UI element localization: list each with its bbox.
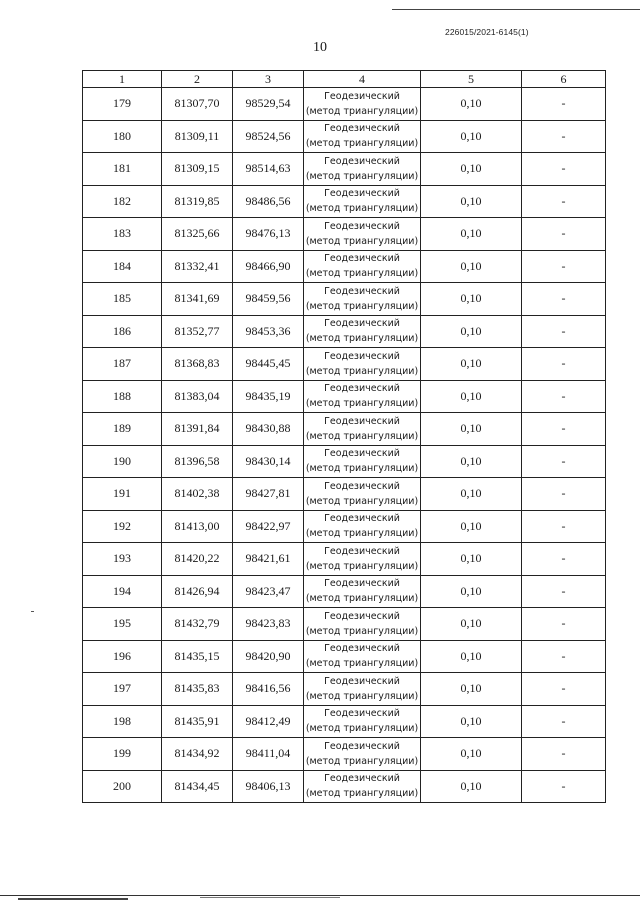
top-rule xyxy=(392,9,640,10)
method-line1: Геодезический xyxy=(324,90,400,102)
x-coordinate-cell: 81396,58 xyxy=(162,445,233,478)
table-row xyxy=(83,153,606,186)
accuracy-cell: 0,10 xyxy=(421,640,522,673)
table-row xyxy=(83,543,606,576)
y-coordinate-cell: 98486,56 xyxy=(233,185,304,218)
y-coordinate-cell: 98435,19 xyxy=(233,380,304,413)
method-line2: (метод триангуляции) xyxy=(305,203,419,215)
method-line2: (метод триангуляции) xyxy=(305,788,419,800)
accuracy-cell: 0,10 xyxy=(421,705,522,738)
method-cell xyxy=(304,673,421,706)
column6-cell: - xyxy=(522,88,606,121)
method-line2: (метод триангуляции) xyxy=(305,528,419,540)
point-number-cell: 186 xyxy=(83,315,162,348)
column6-cell: - xyxy=(522,673,606,706)
method-line1: Геодезический xyxy=(324,253,400,265)
column-header: 2 xyxy=(162,71,233,88)
y-coordinate-cell: 98524,56 xyxy=(233,120,304,153)
table-row xyxy=(83,380,606,413)
x-coordinate-cell: 81432,79 xyxy=(162,608,233,641)
method-line2: (метод триангуляции) xyxy=(305,300,419,312)
method-line2: (метод триангуляции) xyxy=(305,560,419,572)
point-number-cell: 190 xyxy=(83,445,162,478)
point-number-cell: 188 xyxy=(83,380,162,413)
method-line2: (метод триангуляции) xyxy=(305,333,419,345)
accuracy-cell: 0,10 xyxy=(421,770,522,803)
column-header: 6 xyxy=(522,71,606,88)
coordinates-table xyxy=(82,70,606,803)
x-coordinate-cell: 81402,38 xyxy=(162,478,233,511)
table-row xyxy=(83,478,606,511)
y-coordinate-cell: 98466,90 xyxy=(233,250,304,283)
method-cell xyxy=(304,185,421,218)
method-cell xyxy=(304,510,421,543)
y-coordinate-cell: 98427,81 xyxy=(233,478,304,511)
method-cell xyxy=(304,348,421,381)
method-line2: (метод триангуляции) xyxy=(305,463,419,475)
x-coordinate-cell: 81391,84 xyxy=(162,413,233,446)
y-coordinate-cell: 98412,49 xyxy=(233,705,304,738)
column-header: 3 xyxy=(233,71,304,88)
table-row xyxy=(83,608,606,641)
accuracy-cell: 0,10 xyxy=(421,608,522,641)
method-cell xyxy=(304,218,421,251)
table-row xyxy=(83,640,606,673)
x-coordinate-cell: 81309,15 xyxy=(162,153,233,186)
method-cell xyxy=(304,608,421,641)
column6-cell: - xyxy=(522,315,606,348)
method-line1: Геодезический xyxy=(324,773,400,785)
column6-cell: - xyxy=(522,250,606,283)
method-line1: Геодезический xyxy=(324,448,400,460)
y-coordinate-cell: 98430,14 xyxy=(233,445,304,478)
x-coordinate-cell: 81309,11 xyxy=(162,120,233,153)
x-coordinate-cell: 81435,15 xyxy=(162,640,233,673)
x-coordinate-cell: 81341,69 xyxy=(162,283,233,316)
method-cell xyxy=(304,88,421,121)
method-line1: Геодезический xyxy=(324,285,400,297)
method-line1: Геодезический xyxy=(324,350,400,362)
point-number-cell: 199 xyxy=(83,738,162,771)
method-cell xyxy=(304,445,421,478)
y-coordinate-cell: 98514,63 xyxy=(233,153,304,186)
accuracy-cell: 0,10 xyxy=(421,153,522,186)
point-number-cell: 179 xyxy=(83,88,162,121)
x-coordinate-cell: 81352,77 xyxy=(162,315,233,348)
point-number-cell: 180 xyxy=(83,120,162,153)
x-coordinate-cell: 81325,66 xyxy=(162,218,233,251)
point-number-cell: 189 xyxy=(83,413,162,446)
method-cell xyxy=(304,250,421,283)
accuracy-cell: 0,10 xyxy=(421,673,522,706)
accuracy-cell: 0,10 xyxy=(421,478,522,511)
accuracy-cell: 0,10 xyxy=(421,250,522,283)
x-coordinate-cell: 81383,04 xyxy=(162,380,233,413)
method-cell xyxy=(304,413,421,446)
footer-rule xyxy=(0,895,640,896)
point-number-cell: 182 xyxy=(83,185,162,218)
accuracy-cell: 0,10 xyxy=(421,218,522,251)
table-row xyxy=(83,185,606,218)
x-coordinate-cell: 81434,45 xyxy=(162,770,233,803)
column6-cell: - xyxy=(522,738,606,771)
method-line2: (метод триангуляции) xyxy=(305,495,419,507)
table-row xyxy=(83,770,606,803)
method-line1: Геодезический xyxy=(324,610,400,622)
method-line1: Геодезический xyxy=(324,513,400,525)
x-coordinate-cell: 81307,70 xyxy=(162,88,233,121)
table-row xyxy=(83,348,606,381)
column6-cell: - xyxy=(522,445,606,478)
y-coordinate-cell: 98411,04 xyxy=(233,738,304,771)
y-coordinate-cell: 98476,13 xyxy=(233,218,304,251)
method-line2: (метод триангуляции) xyxy=(305,658,419,670)
point-number-cell: 185 xyxy=(83,283,162,316)
method-cell xyxy=(304,120,421,153)
method-line1: Геодезический xyxy=(324,545,400,557)
method-line1: Геодезический xyxy=(324,220,400,232)
column6-cell: - xyxy=(522,283,606,316)
method-line2: (метод триангуляции) xyxy=(305,593,419,605)
method-line2: (метод триангуляции) xyxy=(305,235,419,247)
x-coordinate-cell: 81426,94 xyxy=(162,575,233,608)
accuracy-cell: 0,10 xyxy=(421,738,522,771)
y-coordinate-cell: 98423,47 xyxy=(233,575,304,608)
method-line1: Геодезический xyxy=(324,188,400,200)
point-number-cell: 184 xyxy=(83,250,162,283)
x-coordinate-cell: 81368,83 xyxy=(162,348,233,381)
method-line2: (метод триангуляции) xyxy=(305,268,419,280)
y-coordinate-cell: 98423,83 xyxy=(233,608,304,641)
method-cell xyxy=(304,705,421,738)
column-header: 5 xyxy=(421,71,522,88)
column-header: 4 xyxy=(304,71,421,88)
method-cell xyxy=(304,770,421,803)
accuracy-cell: 0,10 xyxy=(421,575,522,608)
method-line2: (метод триангуляции) xyxy=(305,398,419,410)
accuracy-cell: 0,10 xyxy=(421,120,522,153)
point-number-cell: 187 xyxy=(83,348,162,381)
column6-cell: - xyxy=(522,705,606,738)
table-row xyxy=(83,575,606,608)
x-coordinate-cell: 81434,92 xyxy=(162,738,233,771)
method-line1: Геодезический xyxy=(324,123,400,135)
table-row xyxy=(83,445,606,478)
y-coordinate-cell: 98459,56 xyxy=(233,283,304,316)
x-coordinate-cell: 81413,00 xyxy=(162,510,233,543)
column6-cell: - xyxy=(522,120,606,153)
method-line1: Геодезический xyxy=(324,643,400,655)
table-body xyxy=(83,88,606,803)
x-coordinate-cell: 81420,22 xyxy=(162,543,233,576)
accuracy-cell: 0,10 xyxy=(421,315,522,348)
method-line1: Геодезический xyxy=(324,578,400,590)
method-cell xyxy=(304,315,421,348)
method-line2: (метод триангуляции) xyxy=(305,430,419,442)
y-coordinate-cell: 98430,88 xyxy=(233,413,304,446)
column6-cell: - xyxy=(522,510,606,543)
column6-cell: - xyxy=(522,640,606,673)
method-line2: (метод триангуляции) xyxy=(305,723,419,735)
column6-cell: - xyxy=(522,380,606,413)
point-number-cell: 181 xyxy=(83,153,162,186)
y-coordinate-cell: 98445,45 xyxy=(233,348,304,381)
method-cell xyxy=(304,640,421,673)
page-number: 10 xyxy=(313,40,327,55)
document-number: 226015/2021-6145(1) xyxy=(445,27,529,37)
method-cell xyxy=(304,478,421,511)
accuracy-cell: 0,10 xyxy=(421,543,522,576)
method-line1: Геодезический xyxy=(324,415,400,427)
point-number-cell: 183 xyxy=(83,218,162,251)
point-number-cell: 196 xyxy=(83,640,162,673)
column6-cell: - xyxy=(522,575,606,608)
column6-cell: - xyxy=(522,608,606,641)
x-coordinate-cell: 81332,41 xyxy=(162,250,233,283)
accuracy-cell: 0,10 xyxy=(421,88,522,121)
method-line1: Геодезический xyxy=(324,480,400,492)
y-coordinate-cell: 98422,97 xyxy=(233,510,304,543)
point-number-cell: 194 xyxy=(83,575,162,608)
point-number-cell: 197 xyxy=(83,673,162,706)
table-row xyxy=(83,218,606,251)
table-row xyxy=(83,283,606,316)
table-row xyxy=(83,315,606,348)
method-cell xyxy=(304,283,421,316)
method-line2: (метод триангуляции) xyxy=(305,170,419,182)
y-coordinate-cell: 98416,56 xyxy=(233,673,304,706)
column6-cell: - xyxy=(522,413,606,446)
point-number-cell: 193 xyxy=(83,543,162,576)
footer-rule-thin xyxy=(200,897,340,898)
x-coordinate-cell: 81435,83 xyxy=(162,673,233,706)
method-line1: Геодезический xyxy=(324,155,400,167)
y-coordinate-cell: 98529,54 xyxy=(233,88,304,121)
table-row xyxy=(83,673,606,706)
x-coordinate-cell: 81319,85 xyxy=(162,185,233,218)
method-cell xyxy=(304,543,421,576)
footer-rule-thick xyxy=(18,898,128,900)
method-line2: (метод триангуляции) xyxy=(305,755,419,767)
point-number-cell: 191 xyxy=(83,478,162,511)
method-line2: (метод триангуляции) xyxy=(305,105,419,117)
method-cell xyxy=(304,380,421,413)
accuracy-cell: 0,10 xyxy=(421,510,522,543)
accuracy-cell: 0,10 xyxy=(421,380,522,413)
point-number-cell: 200 xyxy=(83,770,162,803)
method-line1: Геодезический xyxy=(324,675,400,687)
point-number-cell: 198 xyxy=(83,705,162,738)
x-coordinate-cell: 81435,91 xyxy=(162,705,233,738)
method-line1: Геодезический xyxy=(324,740,400,752)
column6-cell: - xyxy=(522,153,606,186)
accuracy-cell: 0,10 xyxy=(421,348,522,381)
method-cell xyxy=(304,153,421,186)
y-coordinate-cell: 98406,13 xyxy=(233,770,304,803)
accuracy-cell: 0,10 xyxy=(421,283,522,316)
y-coordinate-cell: 98420,90 xyxy=(233,640,304,673)
accuracy-cell: 0,10 xyxy=(421,413,522,446)
column-header: 1 xyxy=(83,71,162,88)
column6-cell: - xyxy=(522,543,606,576)
method-cell xyxy=(304,738,421,771)
method-cell xyxy=(304,575,421,608)
column6-cell: - xyxy=(522,218,606,251)
y-coordinate-cell: 98453,36 xyxy=(233,315,304,348)
table-row xyxy=(83,705,606,738)
table-row xyxy=(83,510,606,543)
point-number-cell: 192 xyxy=(83,510,162,543)
accuracy-cell: 0,10 xyxy=(421,445,522,478)
y-coordinate-cell: 98421,61 xyxy=(233,543,304,576)
table-row xyxy=(83,413,606,446)
method-line2: (метод триангуляции) xyxy=(305,365,419,377)
table-row xyxy=(83,250,606,283)
column6-cell: - xyxy=(522,185,606,218)
method-line2: (метод триангуляции) xyxy=(305,690,419,702)
table-row xyxy=(83,120,606,153)
method-line2: (метод триангуляции) xyxy=(305,138,419,150)
point-number-cell: 195 xyxy=(83,608,162,641)
table-header-row xyxy=(83,71,606,88)
accuracy-cell: 0,10 xyxy=(421,185,522,218)
method-line1: Геодезический xyxy=(324,708,400,720)
method-line1: Геодезический xyxy=(324,383,400,395)
method-line1: Геодезический xyxy=(324,318,400,330)
table-row xyxy=(83,738,606,771)
column6-cell: - xyxy=(522,478,606,511)
column6-cell: - xyxy=(522,348,606,381)
table-row xyxy=(83,88,606,121)
column6-cell: - xyxy=(522,770,606,803)
method-line2: (метод триангуляции) xyxy=(305,625,419,637)
margin-mark xyxy=(31,611,34,612)
